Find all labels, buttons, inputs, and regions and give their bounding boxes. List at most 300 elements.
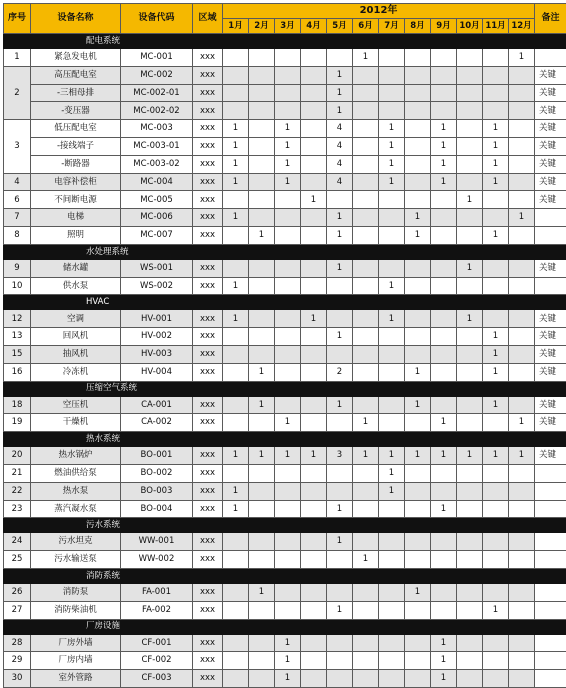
cell-month: 1 — [327, 84, 353, 102]
cell-month — [457, 155, 483, 173]
cell-code: MC-002-01 — [121, 84, 193, 102]
cell-month — [301, 652, 327, 670]
cell-month: 1 — [483, 447, 509, 465]
cell-month — [457, 49, 483, 67]
cell-month: 2 — [327, 363, 353, 381]
cell-month — [223, 84, 249, 102]
cell-sn: 25 — [4, 551, 31, 569]
cell-month — [353, 482, 379, 500]
cell-month — [327, 464, 353, 482]
col-header-month: 8月 — [405, 19, 431, 34]
col-header-sn: 序号 — [4, 4, 31, 34]
cell-note — [535, 583, 566, 601]
section-row — [4, 518, 566, 533]
cell-month — [275, 226, 301, 244]
cell-month — [301, 551, 327, 569]
cell-month — [223, 583, 249, 601]
cell-name: 空调 — [31, 310, 121, 328]
cell-code: MC-006 — [121, 209, 193, 227]
cell-month — [405, 49, 431, 67]
cell-month — [249, 533, 275, 551]
cell-code: WS-002 — [121, 277, 193, 295]
cell-month — [379, 84, 405, 102]
cell-name: -三相母排 — [31, 84, 121, 102]
cell-month — [301, 634, 327, 652]
cell-sn: 20 — [4, 447, 31, 465]
cell-month: 1 — [249, 363, 275, 381]
cell-month — [275, 482, 301, 500]
cell-month: 1 — [379, 173, 405, 191]
cell-month — [483, 583, 509, 601]
cell-month: 1 — [327, 533, 353, 551]
cell-month — [379, 652, 405, 670]
col-header-note: 备注 — [535, 4, 566, 34]
section-title: 水处理系统 — [31, 244, 566, 259]
cell-month — [275, 533, 301, 551]
table-row — [4, 259, 566, 277]
cell-month: 1 — [275, 173, 301, 191]
cell-month — [457, 670, 483, 688]
cell-month — [431, 328, 457, 346]
cell-month — [275, 84, 301, 102]
cell-area: xxx — [193, 551, 223, 569]
cell-month: 1 — [353, 447, 379, 465]
cell-sn: 26 — [4, 583, 31, 601]
cell-month: 1 — [431, 652, 457, 670]
cell-note — [535, 500, 566, 518]
col-header-month: 3月 — [275, 19, 301, 34]
cell-month: 1 — [223, 120, 249, 138]
cell-month: 1 — [483, 601, 509, 619]
cell-month — [223, 226, 249, 244]
cell-month — [223, 328, 249, 346]
cell-sn: 9 — [4, 259, 31, 277]
cell-month — [353, 345, 379, 363]
section-title: 消防系统 — [31, 568, 566, 583]
cell-sn: 12 — [4, 310, 31, 328]
cell-month — [379, 363, 405, 381]
cell-month: 1 — [483, 226, 509, 244]
cell-note: 关键 — [535, 102, 566, 120]
cell-month — [275, 191, 301, 209]
cell-month — [457, 226, 483, 244]
cell-code: MC-004 — [121, 173, 193, 191]
cell-month — [379, 583, 405, 601]
cell-month — [353, 66, 379, 84]
cell-code: HV-003 — [121, 345, 193, 363]
cell-month — [457, 102, 483, 120]
cell-name: 空压机 — [31, 396, 121, 414]
cell-month: 1 — [483, 155, 509, 173]
cell-sn: 8 — [4, 226, 31, 244]
cell-month: 1 — [457, 310, 483, 328]
cell-name: 室外管路 — [31, 670, 121, 688]
table-row — [4, 277, 566, 295]
cell-month: 1 — [249, 396, 275, 414]
cell-note: 关键 — [535, 363, 566, 381]
cell-month — [405, 482, 431, 500]
cell-month — [457, 173, 483, 191]
section-title: 厂房设施 — [31, 619, 566, 634]
cell-note: 关键 — [535, 345, 566, 363]
cell-month — [275, 464, 301, 482]
cell-month: 1 — [275, 155, 301, 173]
cell-month — [275, 66, 301, 84]
cell-code: WW-002 — [121, 551, 193, 569]
cell-month: 1 — [301, 191, 327, 209]
cell-name: 抽风机 — [31, 345, 121, 363]
cell-note: 关键 — [535, 120, 566, 138]
cell-month: 1 — [327, 601, 353, 619]
cell-name: 低压配电室 — [31, 120, 121, 138]
cell-sn: 22 — [4, 482, 31, 500]
section-row — [4, 432, 566, 447]
cell-area: xxx — [193, 49, 223, 67]
cell-month — [483, 49, 509, 67]
cell-month — [275, 396, 301, 414]
cell-month — [457, 209, 483, 227]
cell-area: xxx — [193, 259, 223, 277]
section-spacer — [4, 381, 31, 396]
cell-month — [457, 345, 483, 363]
cell-month — [405, 500, 431, 518]
cell-month — [327, 191, 353, 209]
cell-month: 1 — [275, 670, 301, 688]
cell-month: 1 — [405, 226, 431, 244]
cell-month — [327, 482, 353, 500]
cell-name: 消防泵 — [31, 583, 121, 601]
cell-code: MC-007 — [121, 226, 193, 244]
cell-month — [353, 259, 379, 277]
cell-month — [249, 652, 275, 670]
col-header-area: 区域 — [193, 4, 223, 34]
cell-area: xxx — [193, 277, 223, 295]
cell-month — [249, 173, 275, 191]
cell-month: 1 — [483, 363, 509, 381]
cell-note — [535, 634, 566, 652]
table-row — [4, 500, 566, 518]
cell-area: xxx — [193, 447, 223, 465]
cell-sn: 15 — [4, 345, 31, 363]
cell-month — [301, 345, 327, 363]
cell-month: 1 — [327, 328, 353, 346]
table-body — [4, 34, 566, 688]
table-row — [4, 226, 566, 244]
cell-month — [483, 66, 509, 84]
table-row — [4, 601, 566, 619]
cell-month: 1 — [327, 102, 353, 120]
cell-code: FA-001 — [121, 583, 193, 601]
cell-month — [431, 259, 457, 277]
cell-month — [509, 173, 535, 191]
cell-note — [535, 601, 566, 619]
cell-month — [379, 226, 405, 244]
cell-month — [223, 670, 249, 688]
cell-month — [249, 482, 275, 500]
cell-month — [275, 209, 301, 227]
cell-month — [405, 652, 431, 670]
cell-month — [353, 173, 379, 191]
cell-month — [301, 482, 327, 500]
cell-month — [249, 84, 275, 102]
cell-sn: 27 — [4, 601, 31, 619]
cell-month: 1 — [379, 137, 405, 155]
table-row — [4, 414, 566, 432]
col-header-month: 12月 — [509, 19, 535, 34]
cell-month: 1 — [275, 414, 301, 432]
cell-month — [405, 259, 431, 277]
cell-area: xxx — [193, 414, 223, 432]
cell-area: xxx — [193, 464, 223, 482]
cell-name: 冷冻机 — [31, 363, 121, 381]
cell-note: 关键 — [535, 328, 566, 346]
cell-month: 1 — [431, 447, 457, 465]
cell-note — [535, 533, 566, 551]
cell-sn: 18 — [4, 396, 31, 414]
cell-month — [431, 363, 457, 381]
cell-month — [249, 500, 275, 518]
cell-month — [405, 120, 431, 138]
cell-month — [379, 191, 405, 209]
cell-month — [249, 277, 275, 295]
cell-month — [327, 49, 353, 67]
cell-month — [431, 583, 457, 601]
cell-month: 1 — [327, 209, 353, 227]
cell-month — [405, 137, 431, 155]
cell-month — [509, 277, 535, 295]
cell-month: 3 — [327, 447, 353, 465]
cell-month — [431, 209, 457, 227]
cell-month — [379, 500, 405, 518]
cell-month — [223, 533, 249, 551]
cell-month — [509, 191, 535, 209]
cell-month — [379, 634, 405, 652]
cell-month — [457, 500, 483, 518]
col-header-month: 9月 — [431, 19, 457, 34]
cell-sn: 21 — [4, 464, 31, 482]
table-row — [4, 533, 566, 551]
cell-month — [275, 277, 301, 295]
cell-month — [301, 396, 327, 414]
cell-month — [483, 551, 509, 569]
cell-month — [483, 634, 509, 652]
cell-note — [535, 482, 566, 500]
table-row — [4, 84, 566, 102]
cell-month: 1 — [327, 66, 353, 84]
table-row — [4, 396, 566, 414]
cell-name: 厂房外墙 — [31, 634, 121, 652]
cell-month — [327, 652, 353, 670]
cell-month — [483, 533, 509, 551]
cell-month: 1 — [483, 120, 509, 138]
table-row — [4, 482, 566, 500]
cell-note: 关键 — [535, 137, 566, 155]
cell-area: xxx — [193, 500, 223, 518]
cell-month — [353, 500, 379, 518]
cell-month — [379, 533, 405, 551]
cell-month: 1 — [405, 363, 431, 381]
cell-area: xxx — [193, 634, 223, 652]
cell-month: 1 — [431, 155, 457, 173]
col-header-month: 4月 — [301, 19, 327, 34]
cell-area: xxx — [193, 137, 223, 155]
table-row — [4, 345, 566, 363]
cell-area: xxx — [193, 66, 223, 84]
cell-month: 1 — [223, 173, 249, 191]
cell-month — [379, 396, 405, 414]
table-row — [4, 155, 566, 173]
cell-month — [353, 191, 379, 209]
cell-month — [509, 102, 535, 120]
cell-month — [431, 533, 457, 551]
cell-area: xxx — [193, 155, 223, 173]
cell-month — [301, 84, 327, 102]
col-header-month: 10月 — [457, 19, 483, 34]
cell-month — [379, 670, 405, 688]
cell-month — [249, 259, 275, 277]
cell-month — [353, 137, 379, 155]
cell-month — [301, 66, 327, 84]
cell-code: HV-002 — [121, 328, 193, 346]
cell-month — [509, 482, 535, 500]
cell-month — [431, 396, 457, 414]
cell-sn: 19 — [4, 414, 31, 432]
cell-month: 1 — [483, 345, 509, 363]
section-row — [4, 381, 566, 396]
cell-month — [249, 49, 275, 67]
cell-note: 关键 — [535, 447, 566, 465]
cell-month — [509, 66, 535, 84]
section-title: 热水系统 — [31, 432, 566, 447]
cell-month — [223, 396, 249, 414]
cell-month — [275, 49, 301, 67]
cell-month — [457, 634, 483, 652]
cell-month — [275, 310, 301, 328]
cell-month — [353, 464, 379, 482]
cell-month — [379, 209, 405, 227]
cell-name: 污水输送泵 — [31, 551, 121, 569]
cell-month — [405, 66, 431, 84]
cell-month — [327, 414, 353, 432]
cell-month — [353, 277, 379, 295]
cell-month — [301, 583, 327, 601]
cell-month — [457, 137, 483, 155]
cell-month — [353, 328, 379, 346]
col-header-month: 6月 — [353, 19, 379, 34]
cell-code: CA-002 — [121, 414, 193, 432]
cell-note: 关键 — [535, 414, 566, 432]
cell-month: 1 — [509, 209, 535, 227]
cell-code: CF-001 — [121, 634, 193, 652]
cell-month — [509, 500, 535, 518]
cell-month — [301, 226, 327, 244]
cell-month: 4 — [327, 173, 353, 191]
cell-area: xxx — [193, 601, 223, 619]
cell-month — [353, 601, 379, 619]
table-row — [4, 551, 566, 569]
cell-area: xxx — [193, 396, 223, 414]
table-row — [4, 137, 566, 155]
cell-month — [379, 259, 405, 277]
cell-month — [483, 310, 509, 328]
cell-month: 1 — [223, 482, 249, 500]
cell-note — [535, 670, 566, 688]
table-row — [4, 191, 566, 209]
col-header-month: 11月 — [483, 19, 509, 34]
cell-month: 1 — [405, 583, 431, 601]
cell-month — [509, 601, 535, 619]
cell-month — [275, 551, 301, 569]
cell-name: 储水罐 — [31, 259, 121, 277]
cell-month — [457, 414, 483, 432]
cell-sn: 10 — [4, 277, 31, 295]
cell-month — [431, 49, 457, 67]
cell-month — [249, 102, 275, 120]
cell-month: 1 — [431, 173, 457, 191]
cell-month — [353, 226, 379, 244]
table-row — [4, 670, 566, 688]
cell-month: 1 — [223, 447, 249, 465]
cell-month — [301, 49, 327, 67]
col-header-month: 5月 — [327, 19, 353, 34]
cell-note — [535, 277, 566, 295]
cell-month: 1 — [379, 482, 405, 500]
cell-area: xxx — [193, 226, 223, 244]
cell-month — [249, 464, 275, 482]
table-row — [4, 66, 566, 84]
cell-month — [509, 155, 535, 173]
cell-month — [483, 259, 509, 277]
cell-month — [483, 191, 509, 209]
table-row — [4, 49, 566, 67]
cell-month: 1 — [249, 226, 275, 244]
cell-month: 1 — [483, 396, 509, 414]
cell-month — [301, 102, 327, 120]
cell-month: 1 — [457, 191, 483, 209]
cell-month — [249, 155, 275, 173]
cell-month — [249, 601, 275, 619]
cell-month — [223, 652, 249, 670]
cell-month — [405, 84, 431, 102]
cell-sn: 13 — [4, 328, 31, 346]
cell-month: 1 — [379, 464, 405, 482]
cell-month: 1 — [431, 120, 457, 138]
section-spacer — [4, 34, 31, 49]
cell-month — [223, 191, 249, 209]
cell-name: 污水坦克 — [31, 533, 121, 551]
cell-month — [223, 49, 249, 67]
cell-area: xxx — [193, 102, 223, 120]
cell-name: 紧急发电机 — [31, 49, 121, 67]
cell-month — [275, 583, 301, 601]
cell-month — [457, 277, 483, 295]
cell-month — [379, 345, 405, 363]
cell-month: 1 — [431, 137, 457, 155]
cell-month — [405, 670, 431, 688]
cell-area: xxx — [193, 652, 223, 670]
cell-name: 电容补偿柜 — [31, 173, 121, 191]
cell-month — [509, 120, 535, 138]
cell-month: 1 — [405, 396, 431, 414]
cell-month: 1 — [223, 155, 249, 173]
cell-month — [509, 226, 535, 244]
cell-month — [431, 464, 457, 482]
section-row — [4, 568, 566, 583]
cell-area: xxx — [193, 345, 223, 363]
cell-month: 1 — [379, 277, 405, 295]
cell-sn: 4 — [4, 173, 31, 191]
cell-month: 1 — [379, 310, 405, 328]
